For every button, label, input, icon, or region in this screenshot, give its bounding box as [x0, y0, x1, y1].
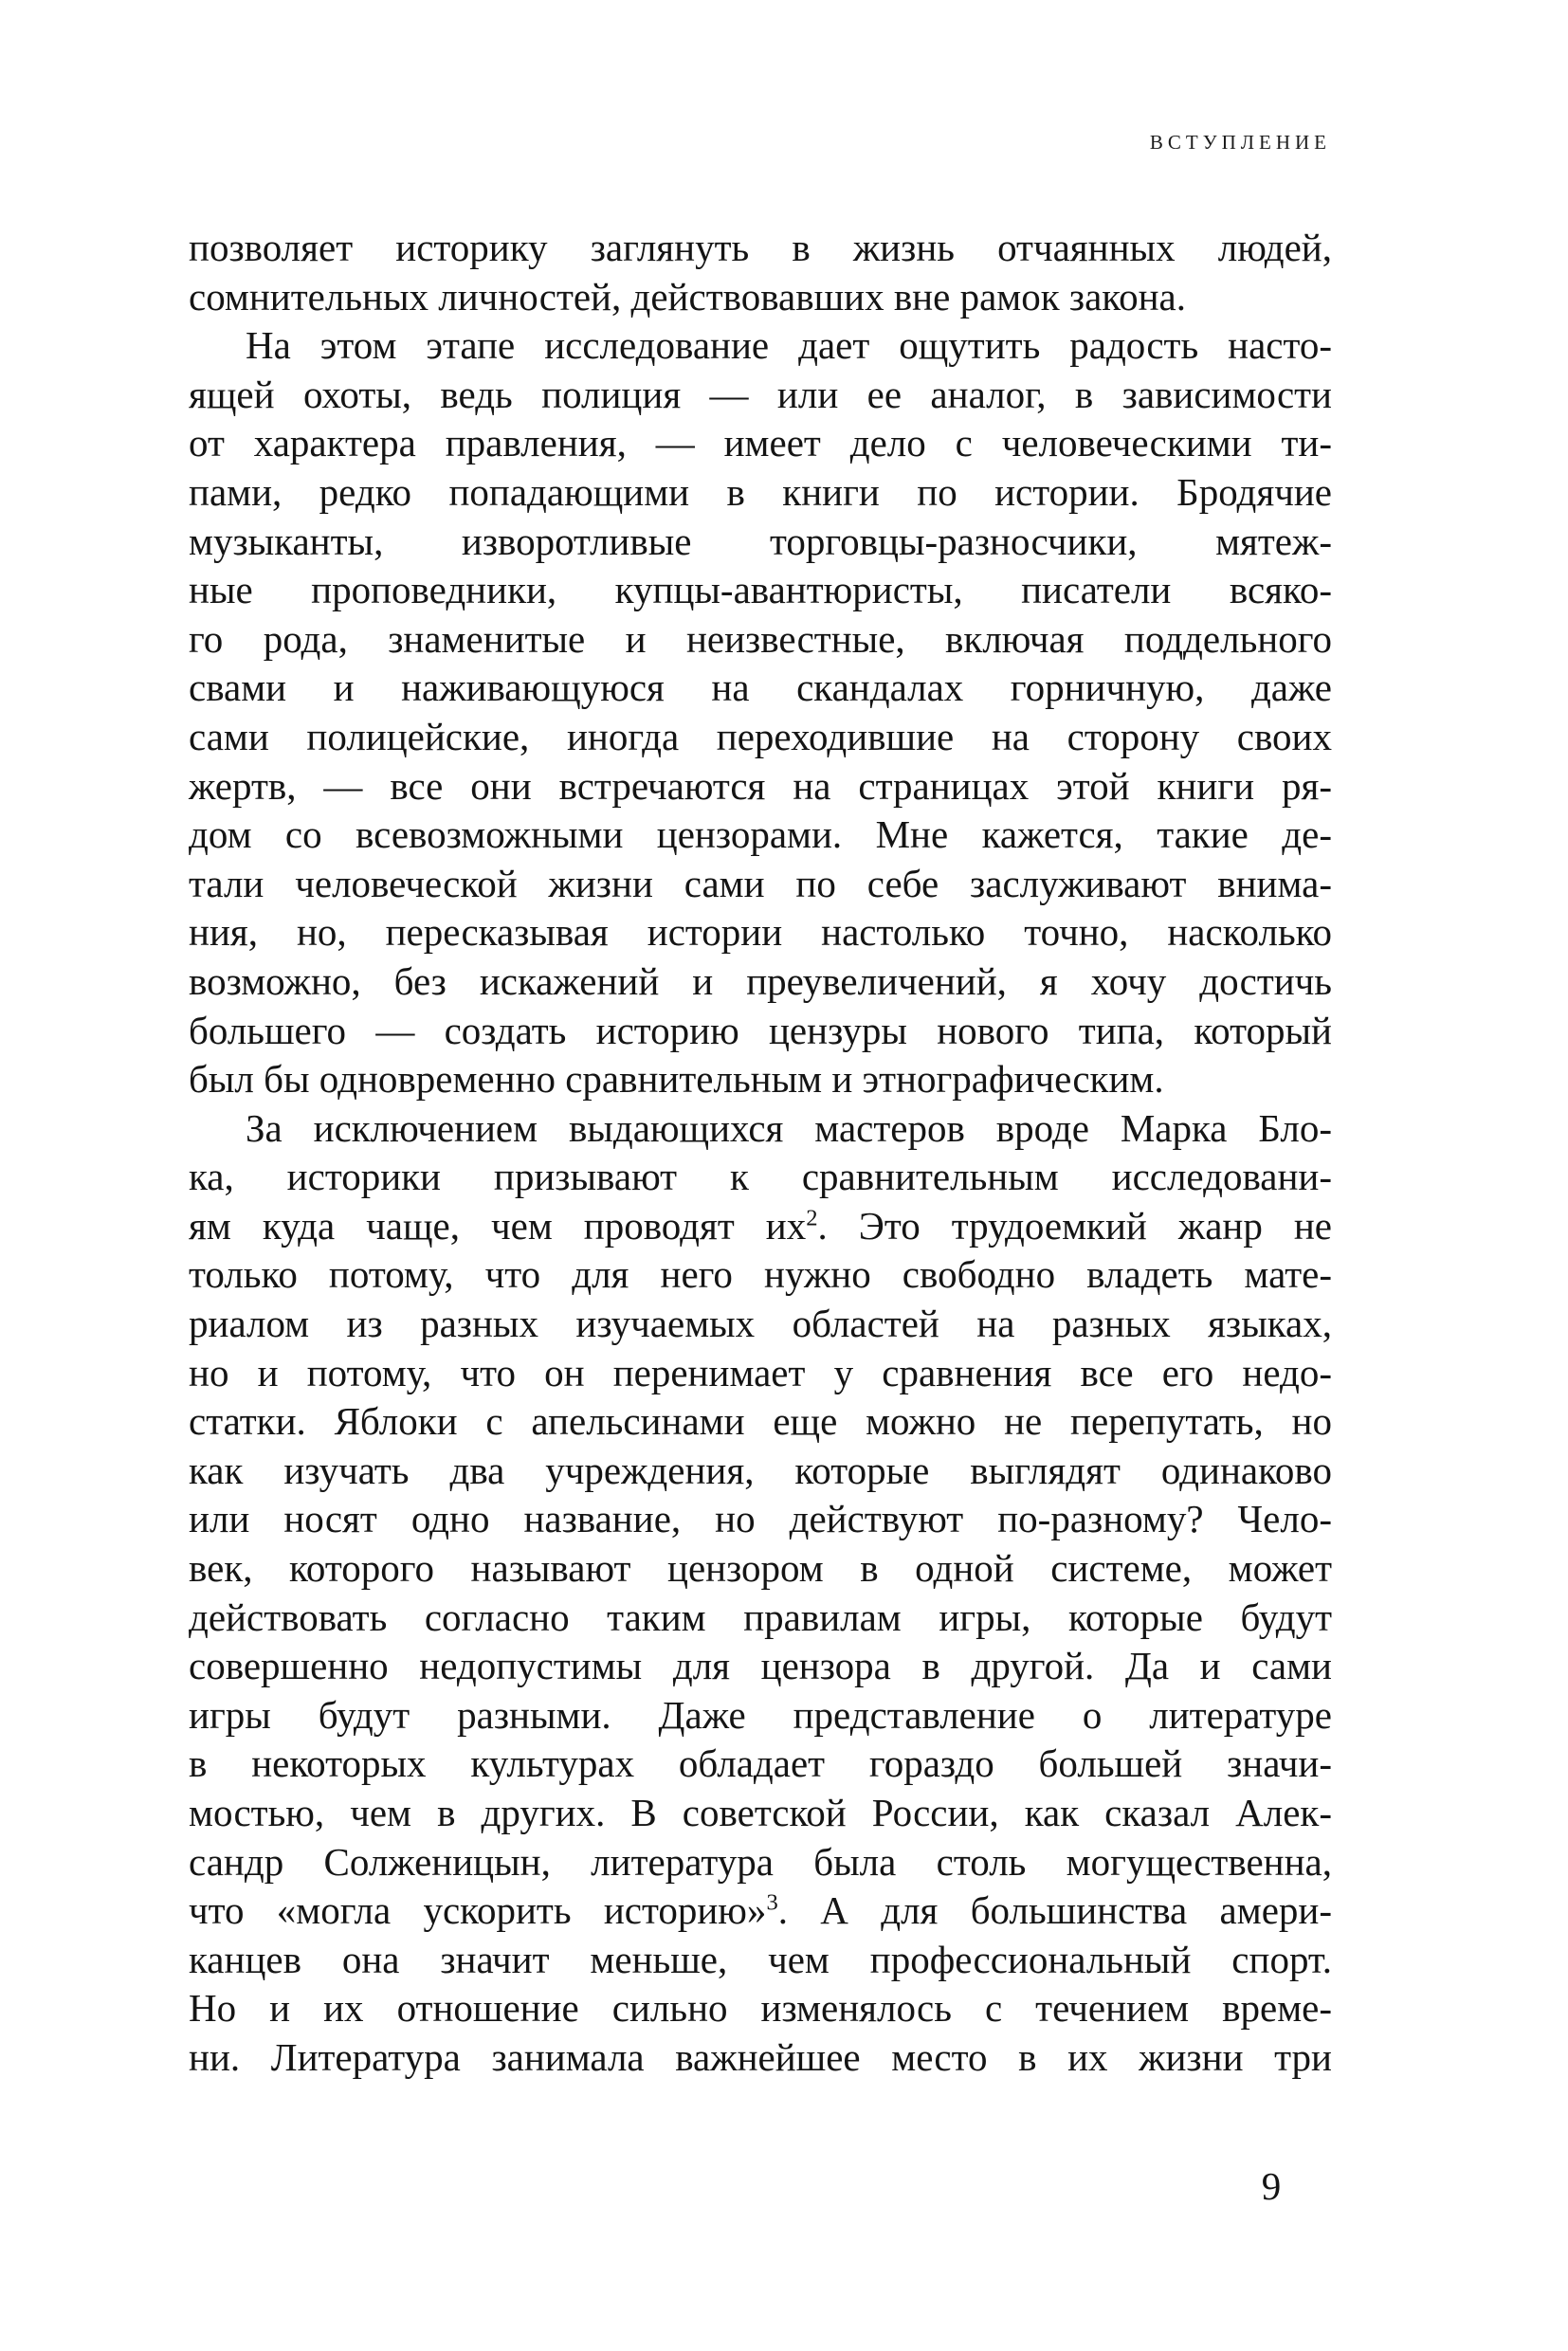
- text-line: [189, 811, 1332, 860]
- text-line-content: в некоторых культурах обладает гораздо большей значи-: [189, 1741, 1332, 1786]
- text-line-content: был бы одновременно сравнительным и этнографическим.: [189, 1057, 1164, 1102]
- text-line-content: ям куда чаще, чем проводят их: [189, 1203, 807, 1248]
- footnote-reference: 3: [766, 1889, 778, 1916]
- text-line: [189, 1495, 1332, 1544]
- text-line-content: жертв, — все они встречаются на страницах этой книги ря-: [189, 763, 1332, 808]
- page-number: 9: [1261, 2164, 1282, 2208]
- text-line-continuation: . А для большинства амери-: [777, 1888, 1332, 1933]
- running-head: ВСТУПЛЕНИЕ: [1149, 131, 1331, 154]
- text-line: [189, 713, 1332, 762]
- text-line: [189, 224, 1332, 273]
- text-line-content: риалом из разных изучаемых областей на разных языках,: [189, 1302, 1332, 1346]
- text-line: [189, 1397, 1332, 1447]
- text-line-content: или носят одно название, но действуют по-разному? Чело-: [189, 1497, 1332, 1541]
- text-line: [189, 518, 1332, 567]
- text-line: [189, 419, 1332, 468]
- text-line-content: тали человеческой жизни сами по себе заслуживают внима-: [189, 861, 1332, 905]
- text-line: [189, 1936, 1332, 1985]
- text-line: [189, 762, 1332, 811]
- text-line: [189, 1886, 1332, 1936]
- text-line-content: статки. Яблоки с апельсинами еще можно не перепутать, но: [189, 1399, 1332, 1444]
- text-line: [189, 1202, 1332, 1251]
- text-line-content: На этом этапе исследование дает ощутить радость насто-: [246, 323, 1332, 368]
- text-line-content: дом со всевозможными цензорами. Мне кажется, такие де-: [189, 812, 1332, 857]
- text-line: [189, 1104, 1332, 1154]
- footnote-reference: 2: [806, 1205, 818, 1231]
- text-line-content: век, которого называют цензором в одной системе, может: [189, 1546, 1332, 1591]
- text-line: [189, 1349, 1332, 1398]
- text-line-content: свами и наживающуюся на скандалах горничную, даже: [189, 665, 1332, 710]
- text-line-content: сами полицейские, иногда переходившие на сторону своих: [189, 714, 1332, 758]
- text-line-content: совершенно недопустимы для цензора в другой. Да и сами: [189, 1644, 1332, 1688]
- text-line: [189, 1984, 1332, 2033]
- text-line: [189, 664, 1332, 713]
- text-line-content: сандр Солженицын, литература была столь могущественна,: [189, 1839, 1332, 1884]
- text-line-content: как изучать два учреждения, которые выглядят одинаково: [189, 1448, 1332, 1492]
- text-line-content: мостью, чем в других. В советской России, как сказал Алек-: [189, 1791, 1332, 1834]
- text-line: [189, 1153, 1332, 1202]
- text-line-content: музыканты, изворотливые торговцы-разносчики, мятеж-: [189, 519, 1332, 563]
- text-line: [189, 1447, 1332, 1496]
- text-line: [189, 2033, 1332, 2083]
- text-line: [189, 1838, 1332, 1887]
- text-line: [189, 957, 1332, 1007]
- text-line: [189, 566, 1332, 615]
- text-line-content: го рода, знаменитые и неизвестные, включая поддельного: [189, 616, 1332, 661]
- text-line-continuation: . Это трудоемкий жанр не: [817, 1203, 1333, 1248]
- text-line-content: только потому, что для него нужно свободно владеть мате-: [189, 1252, 1332, 1297]
- text-line: [189, 321, 1332, 371]
- text-line: [189, 1250, 1332, 1300]
- body-text: [189, 224, 1332, 2083]
- text-line-content: позволяет историку заглянуть в жизнь отчаянных людей,: [189, 226, 1332, 269]
- text-line-content: ные проповедники, купцы-авантюристы, писатели всяко-: [189, 568, 1332, 612]
- text-line: [189, 1594, 1332, 1643]
- text-line: [189, 1740, 1332, 1789]
- text-line: [189, 615, 1332, 665]
- text-line: [189, 908, 1332, 957]
- text-line-content: ка, историки призывают к сравнительным исследовани-: [189, 1155, 1332, 1199]
- text-line-content: Но и их отношение сильно изменялось с течением време-: [189, 1986, 1332, 2031]
- text-line: [189, 860, 1332, 909]
- text-line: [189, 1789, 1332, 1838]
- text-line-content: пами, редко попадающими в книги по истории. Бродячие: [189, 469, 1332, 514]
- text-line-content: За исключением выдающихся мастеров вроде Марка Бло-: [246, 1105, 1332, 1150]
- text-line: [189, 1055, 1332, 1104]
- text-line: [189, 1300, 1332, 1349]
- text-line-content: ящей охоты, ведь полиция — или ее аналог, в зависимости: [189, 372, 1332, 416]
- text-line-content: игры будут разными. Даже представление о литературе: [189, 1692, 1332, 1737]
- text-line-content: возможно, без искажений и преувеличений, я хочу достичь: [189, 958, 1332, 1003]
- text-line-content: что «могла ускорить историю»: [189, 1888, 767, 1933]
- text-line: [189, 1642, 1332, 1691]
- text-line-content: сомнительных личностей, действовавших вне рамок закона.: [189, 274, 1187, 319]
- text-line: [189, 273, 1332, 322]
- text-line-content: ния, но, пересказывая истории настолько точно, насколько: [189, 910, 1332, 955]
- text-line: [189, 1007, 1332, 1056]
- text-line: [189, 1544, 1332, 1594]
- text-line-content: ни. Литература занимала важнейшее место в их жизни три: [189, 2034, 1332, 2079]
- text-line-content: канцев она значит меньше, чем профессиональный спорт.: [189, 1937, 1332, 1981]
- text-line-content: но и потому, что он перенимает у сравнения все его недо-: [189, 1350, 1332, 1394]
- text-line: [189, 468, 1332, 518]
- text-line-content: действовать согласно таким правилам игры, которые будут: [189, 1595, 1332, 1639]
- text-line-content: от характера правления, — имеет дело с человеческими ти-: [189, 421, 1332, 465]
- text-line: [189, 371, 1332, 420]
- text-line-content: большего — создать историю цензуры нового типа, который: [189, 1008, 1332, 1052]
- text-line: [189, 1691, 1332, 1740]
